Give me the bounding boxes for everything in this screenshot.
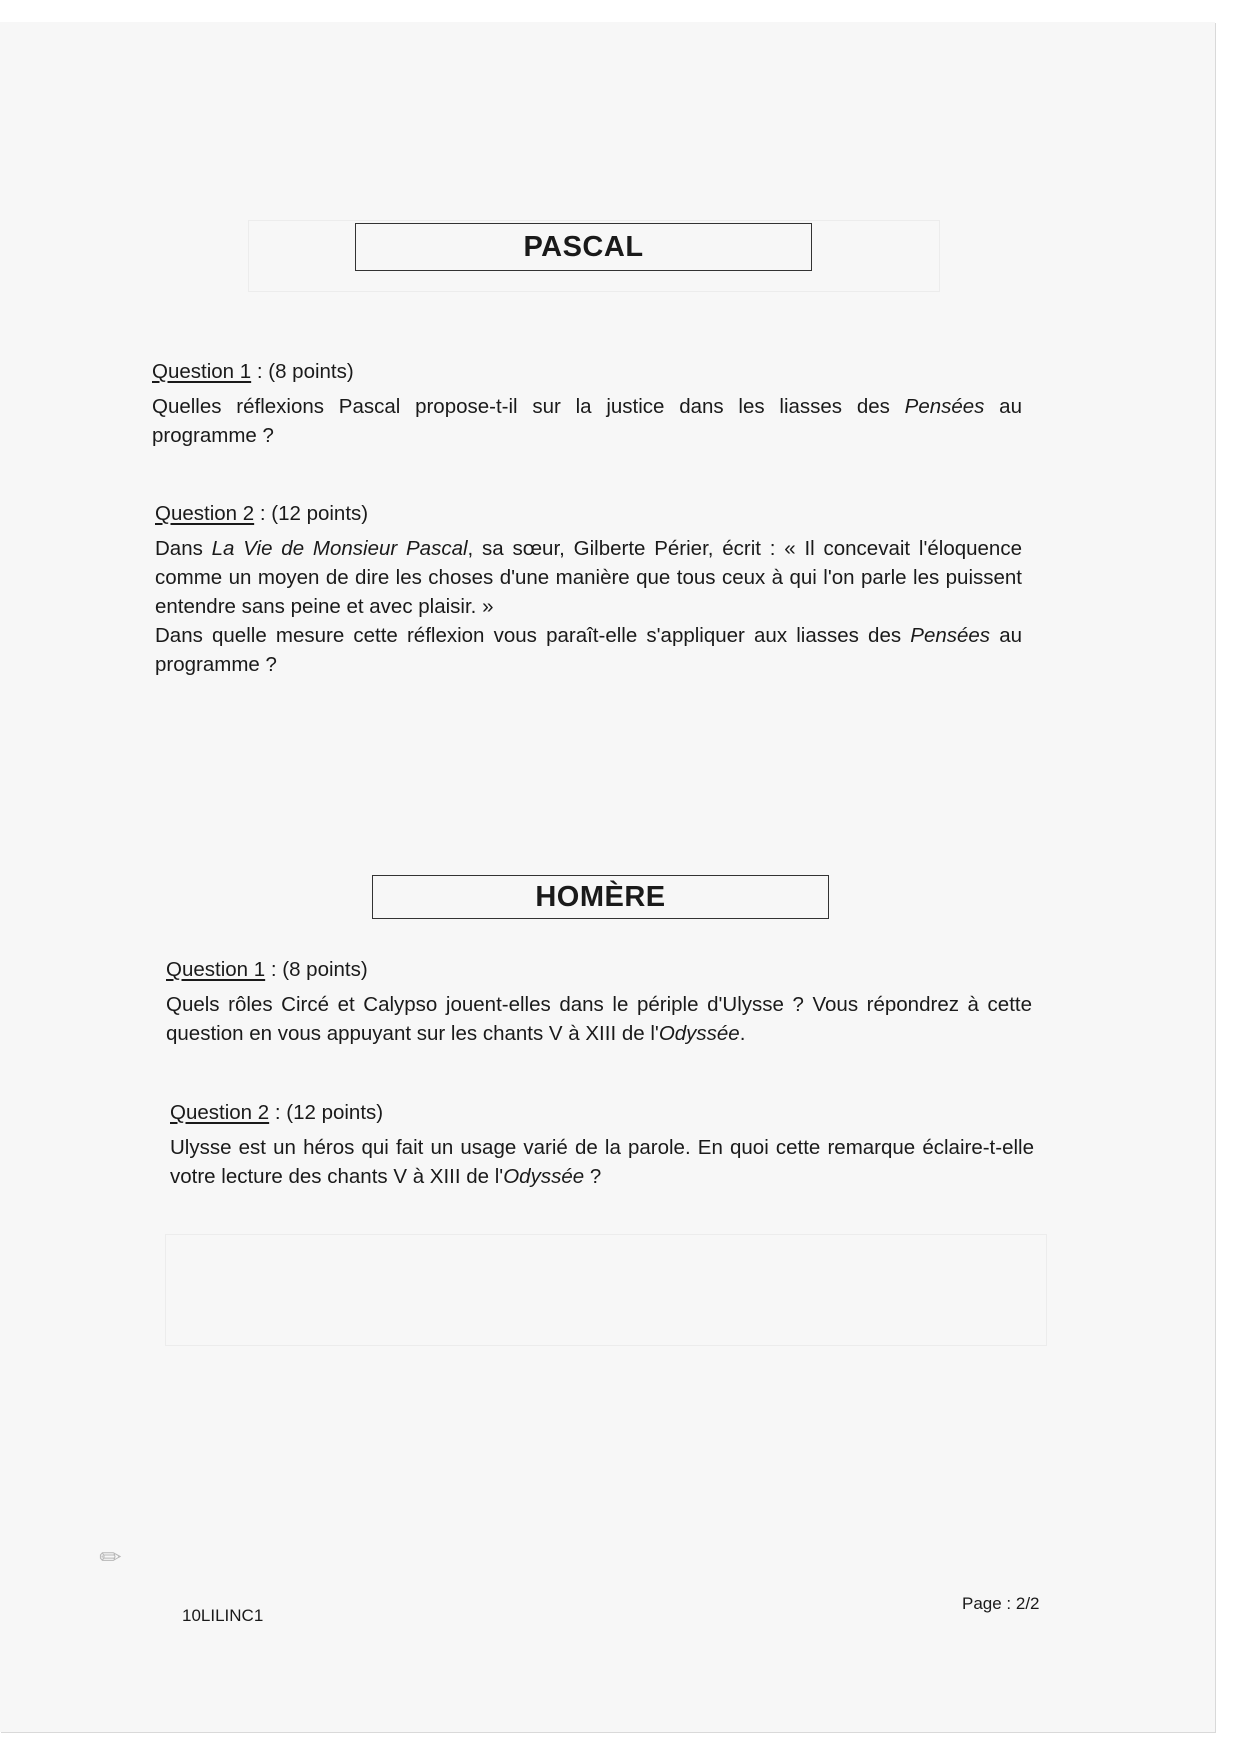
question-label: Question 2 [170, 1101, 270, 1124]
text-run: . [739, 1022, 746, 1045]
text-run: Dans [155, 537, 212, 560]
question-title [152, 357, 1022, 386]
page-number: Page : 2/2 [962, 1594, 1040, 1613]
question-points: : (12 points) [269, 1101, 384, 1124]
question-text [155, 621, 1022, 679]
smudge-mark: ✎ [92, 1538, 129, 1576]
question-label: Question 1 [166, 958, 266, 981]
italic-title: La Vie de Monsieur Pascal [211, 537, 468, 560]
question-points: : (12 points) [254, 502, 369, 525]
question-title [155, 499, 1022, 528]
question-points: : (8 points) [251, 360, 354, 383]
question-label: Question 1 [152, 360, 252, 383]
question-label: Question 2 [155, 502, 255, 525]
question-text [170, 1133, 1034, 1191]
text-run: Quels rôles Circé et Calypso jouent-elles dans le périple d'Ulysse ? Vous répondrez à cette question en vous appuyant sur les chants V à XIII de l' [166, 993, 1032, 1045]
pascal-question-1 [152, 357, 1022, 450]
exam-page [0, 22, 1215, 1732]
text-run: ? [584, 1165, 602, 1188]
text-run: Ulysse est un héros qui fait un usage varié de la parole. En quoi cette remarque éclaire-t-elle votre lecture des chants V à XIII de l' [170, 1136, 1034, 1188]
pascal-question-2 [155, 499, 1022, 679]
question-text [166, 990, 1032, 1048]
question-text [152, 392, 1022, 450]
italic-title: Pensées [910, 624, 991, 647]
italic-title: Pensées [904, 395, 985, 418]
text-run: Dans quelle mesure cette réflexion vous paraît-elle s'appliquer aux liasses des [155, 624, 911, 647]
question-points: : (8 points) [265, 958, 368, 981]
italic-title: Odyssée [658, 1022, 740, 1045]
bleed-through-box [165, 1234, 1047, 1346]
homere-question-1 [166, 955, 1032, 1048]
homere-question-2 [170, 1098, 1034, 1191]
question-title [170, 1098, 1034, 1127]
italic-title: Odyssée [503, 1165, 585, 1188]
text-run: , sa sœur, Gilberte Périer, écrit : « Il concevait l'éloquence comme un moyen de dire les choses d'une manière que tous ceux à qui l'on parle les puissent entendre sans peine et avec plaisir. » [155, 537, 1022, 618]
text-run: Quelles réflexions Pascal propose-t-il sur la justice dans les liasses des [152, 395, 905, 418]
text-run: au programme ? [155, 624, 1023, 676]
section-heading-pascal: PASCAL [355, 223, 812, 271]
section-heading-homere: HOMÈRE [372, 875, 829, 919]
text-run: au programme ? [152, 395, 1022, 447]
question-text [155, 534, 1022, 621]
subject-code: 10LILINC1 [182, 1606, 264, 1625]
question-title [166, 955, 1032, 984]
